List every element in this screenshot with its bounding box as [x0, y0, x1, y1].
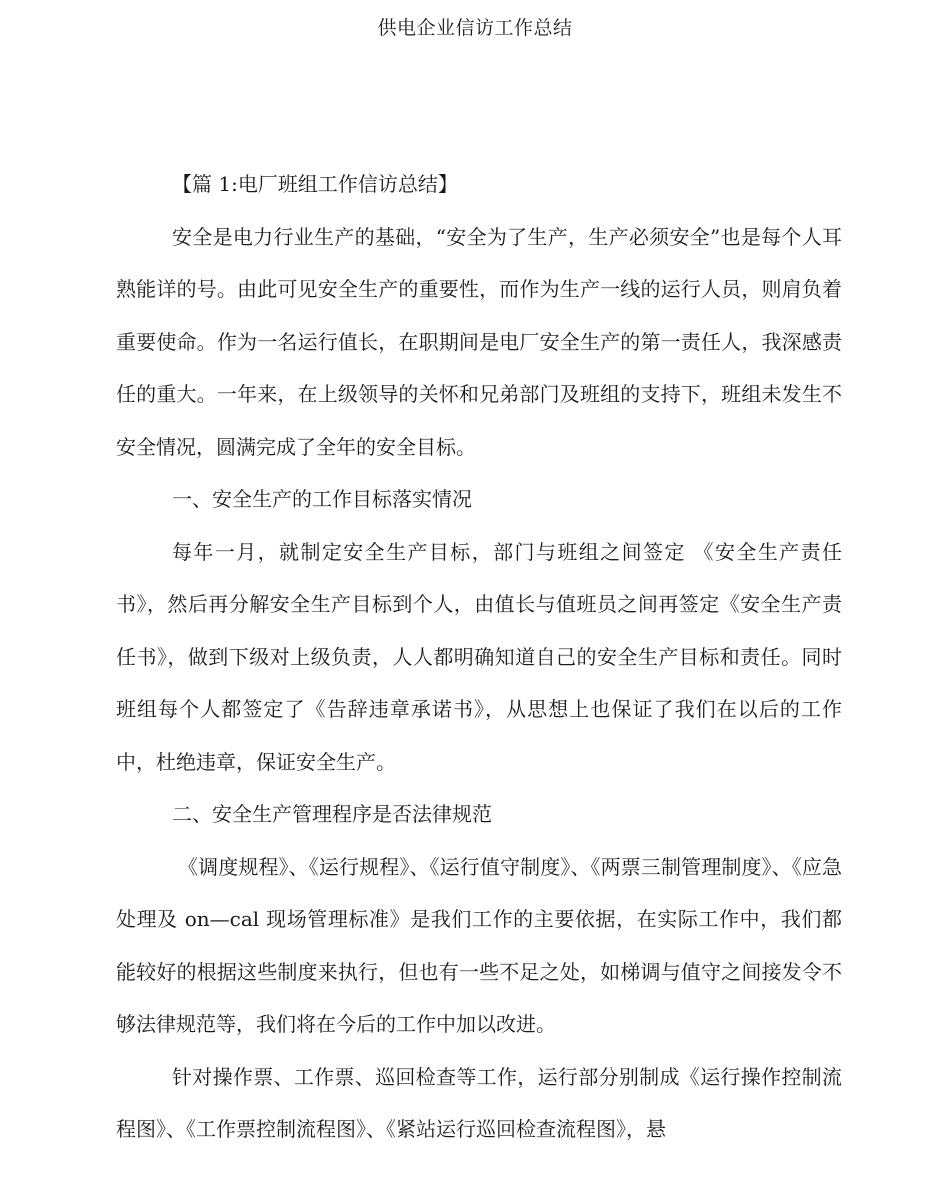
paragraph-management-procedures: 《调度规程》、《运行规程》、《运行值守制度》、《两票三制管理制度》、《应急处理及 on—cal 现场管理标准》是我们工作的主要依据，在实际工作中，我们都能较好的根据这些制度来执行，但也有一些不足之处，如梯调与值守之间接发令不够法律规范等，我们将在今后的工作中加以改进。	[116, 854, 842, 1036]
section-title: 【篇 1:电厂班组工作信访总结】	[172, 172, 458, 196]
heading-management-procedures: 二、安全生产管理程序是否法律规范	[172, 802, 492, 826]
paragraph-flowcharts: 针对操作票、工作票、巡回检查等工作，运行部分别制成《运行操作控制流程图》、《工作票控制流程图》、《紧站运行巡回检查流程图》，悬	[116, 1064, 842, 1141]
paragraph-intro: 安全是电力行业生产的基础，“安全为了生产，生产必须安全”也是每个人耳熟能详的号。由此可见安全生产的重要性，而作为生产一线的运行人员，则肩负着重要使命。作为一名运行值长，在职期间是电厂安全生产的第一责任人，我深感责任的重大。一年来，在上级领导的关怀和兄弟部门及班组的支持下，班组未发生不安全情况，圆满完成了全年的安全目标。	[116, 224, 842, 459]
document-body	[116, 158, 842, 1156]
page-title: 供电企业信访工作总结	[377, 17, 573, 39]
paragraph-safety-goals: 每年一月，就制定安全生产目标，部门与班组之间签定 《安全生产责任书》，然后再分解安全生产目标到个人，由值长与值班员之间再签定《安全生产责任书》，做到下级对上级负责，人人都明确知道自己的安全生产目标和责任。同时班组每个人都签定了《告辞违章承诺书》，从思想上也保证了我们在以后的工作中，杜绝违章，保证安全生产。	[116, 539, 842, 774]
heading-safety-goals: 一、安全生产的工作目标落实情况	[172, 487, 472, 511]
